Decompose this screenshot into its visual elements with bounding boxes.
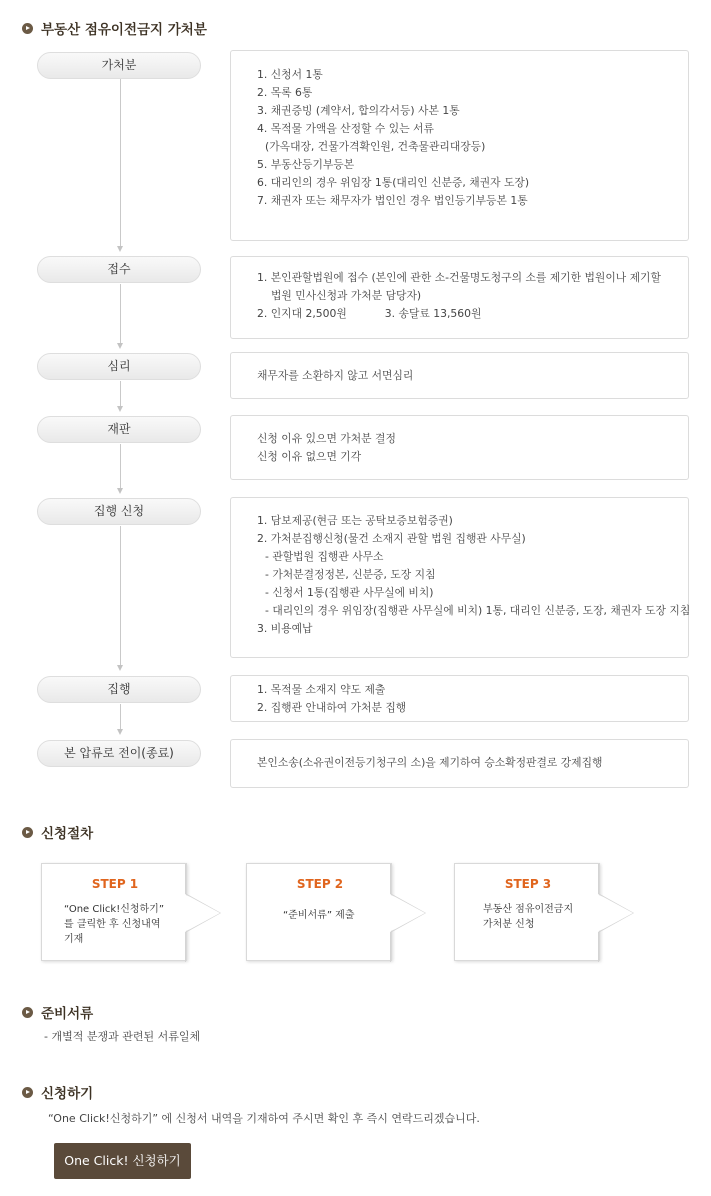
step-description <box>64 902 164 947</box>
flow-line: 4. 목적물 가액을 산정할 수 있는 서류 <box>257 122 434 135</box>
flow-line: 채무자를 소환하지 않고 서면심리 <box>257 369 414 382</box>
flow-line: 본인소송(소유권이전등기청구의 소)을 제기하여 승소확정판결로 강제집행 <box>257 756 603 769</box>
stamp-fee: 2. 인지대 2,500원 <box>257 307 347 320</box>
down-arrow-icon <box>117 729 123 735</box>
flow-step-pill: 본 압류로 전이(종료) <box>37 740 201 767</box>
flow-line: 1. 담보제공(현금 또는 공탁보증보험증권) <box>257 514 453 527</box>
bullet-arrow-icon <box>22 827 33 838</box>
bullet-arrow-icon <box>22 1007 33 1018</box>
flow-step-pill: 심리 <box>37 353 201 380</box>
procedure-step-3 <box>454 863 600 961</box>
procedure-step-1 <box>41 863 187 961</box>
step-desc-line: 를 클릭한 후 신청내역 <box>64 919 161 930</box>
step-arrow-icon <box>390 864 427 962</box>
section-title-main <box>22 18 207 38</box>
section-title-apply <box>22 1082 93 1102</box>
flow-line: 2. 집행관 안내하여 가처분 집행 <box>257 701 407 714</box>
down-arrow-icon <box>117 488 123 494</box>
flow-step-pill: 재판 <box>37 416 201 443</box>
flow-step-box <box>230 50 689 241</box>
flow-line: 1. 목적물 소재지 약도 제출 <box>257 683 386 696</box>
flow-step-box <box>230 256 689 339</box>
flow-step-box <box>230 352 689 399</box>
bullet-arrow-icon <box>22 1087 33 1098</box>
procedure-step-2 <box>246 863 392 961</box>
step-label: STEP 1 <box>91 877 139 891</box>
documents-text: - 개별적 분쟁과 관련된 서류일체 <box>44 1030 201 1043</box>
flow-line: 3. 채권증빙 (계약서, 합의각서등) 사본 1통 <box>257 104 460 117</box>
one-click-apply-button[interactable]: One Click! 신청하기 <box>54 1143 191 1179</box>
step-desc-line: “One Click!신청하기” <box>64 904 165 915</box>
down-arrow-icon <box>117 665 123 671</box>
flow-line: 1. 본인관할법원에 접수 (본인에 관한 소-건물명도청구의 소를 제기한 법원이나 제기할 <box>257 271 661 284</box>
flow-line: 2. 목록 6통 <box>257 86 313 99</box>
section-title-documents <box>22 1002 93 1022</box>
flow-line: - 신청서 1통(집행관 사무실에 비치) <box>265 586 434 599</box>
flow-line: - 관할법원 집행관 사무소 <box>265 550 384 563</box>
flow-connector <box>120 381 121 407</box>
documents-title: 준비서류 <box>41 1006 94 1022</box>
step-arrow-icon <box>598 864 635 962</box>
flow-connector <box>120 526 121 666</box>
flow-connector <box>120 444 121 489</box>
flow-line: 6. 대리인의 경우 위임장 1통(대리인 신분증, 채권자 도장) <box>257 176 530 189</box>
step-desc-line: 기재 <box>64 934 84 945</box>
flow-step-box <box>230 497 689 658</box>
flow-step-pill: 집행 <box>37 676 201 703</box>
flow-line <box>257 305 688 323</box>
flow-line: 3. 비용예납 <box>257 622 313 635</box>
flow-step-box <box>230 675 689 722</box>
flow-step-pill: 가처분 <box>37 52 201 79</box>
flow-line: 2. 가처분집행신청(물건 소재지 관할 법원 집행관 사무실) <box>257 532 526 545</box>
flow-step-pill: 접수 <box>37 256 201 283</box>
flow-connector <box>120 704 121 730</box>
flow-line: 법원 민사신청과 가처분 담당자) <box>271 289 422 302</box>
flow-line: - 대리인의 경우 위임장(집행관 사무실에 비치) 1통, 대리인 신분증, 도장, 채권자 도장 지침 <box>265 604 691 617</box>
flow-line: 신청 이유 없으면 기각 <box>257 450 362 463</box>
down-arrow-icon <box>117 246 123 252</box>
procedure-title: 신청절차 <box>41 826 94 842</box>
page-title: 부동산 점유이전금지 가처분 <box>41 22 207 38</box>
down-arrow-icon <box>117 406 123 412</box>
step-label: STEP 2 <box>296 877 344 891</box>
step-desc-line: 부동산 점유이전금지 <box>483 904 574 915</box>
flow-step-box <box>230 739 689 788</box>
flow-line: 5. 부동산등기부등본 <box>257 158 355 171</box>
step-desc-line: “준비서류” 제출 <box>283 910 355 921</box>
flow-line: 7. 채권자 또는 채무자가 법인인 경우 법인등기부등본 1통 <box>257 194 528 207</box>
down-arrow-icon <box>117 343 123 349</box>
apply-text: “One Click!신청하기” 에 신청서 내역을 기재하여 주시면 확인 후 즉시 연락드리겠습니다. <box>48 1112 480 1125</box>
flow-step-box <box>230 415 689 480</box>
flow-line: - 가처분결정정본, 신분증, 도장 지침 <box>265 568 436 581</box>
flow-line: 1. 신청서 1통 <box>257 68 323 81</box>
step-description <box>283 908 355 923</box>
flow-line: (가옥대장, 건물가격확인원, 건축물관리대장등) <box>265 140 486 153</box>
step-arrow-icon <box>185 864 222 962</box>
postage-fee: 3. 송달료 13,560원 <box>384 307 482 320</box>
flow-line: 신청 이유 있으면 가처분 결정 <box>257 432 396 445</box>
flow-connector <box>120 284 121 344</box>
step-description <box>483 902 573 932</box>
step-label: STEP 3 <box>504 877 552 891</box>
flow-step-pill: 집행 신청 <box>37 498 201 525</box>
flow-connector <box>120 79 121 247</box>
apply-title: 신청하기 <box>41 1086 94 1102</box>
section-title-procedure <box>22 822 93 842</box>
step-desc-line: 가처분 신청 <box>483 919 535 930</box>
bullet-arrow-icon <box>22 23 33 34</box>
